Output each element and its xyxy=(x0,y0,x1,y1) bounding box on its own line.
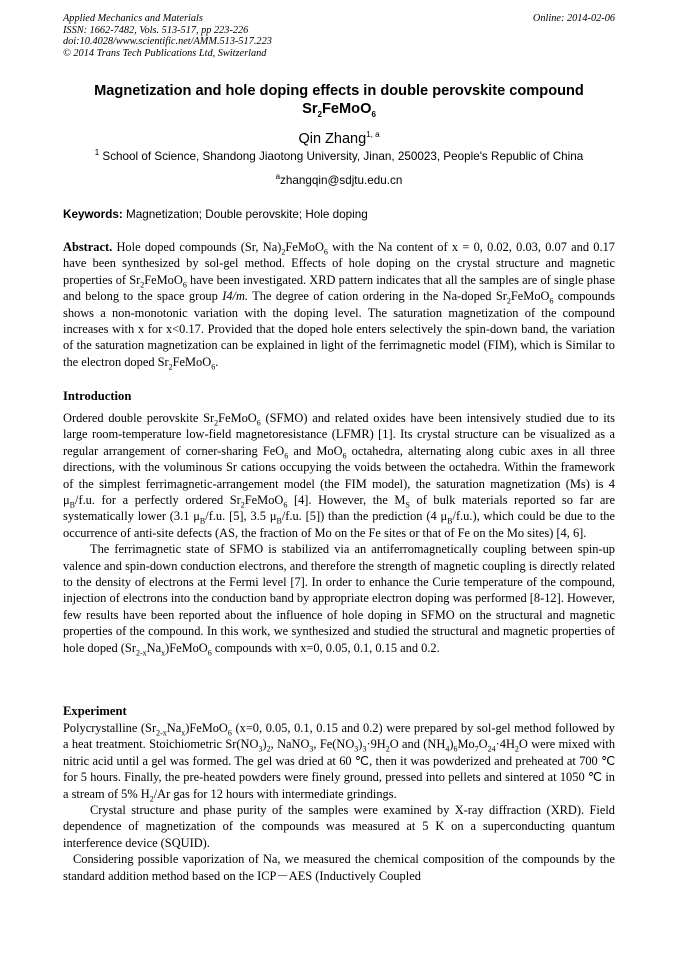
copyright-line: © 2014 Trans Tech Publications Ltd, Switzerland xyxy=(63,47,267,59)
experiment-heading: Experiment xyxy=(63,704,127,718)
keywords-text: Magnetization; Double perovskite; Hole doping xyxy=(122,208,368,221)
abstract-label: Abstract. xyxy=(63,240,113,254)
doi-line: doi:10.4028/www.scientific.net/AMM.513-517.223 xyxy=(63,36,272,48)
affiliation-mark: 1 xyxy=(94,148,100,158)
abstract-paragraph: Abstract. Hole doped compounds (Sr, $Na)_2FeMoO_6$ with the Na content of x = 0, 0.02, 0.03, 0.07 and 0.17 have been synthesized by sol-gel method. Effects of hole doping on the crystal structure and magnetic properties of $Sr_2FeMoO_6$ have been investigated. XRD pattern indicates that all the samples are of single phase and belong to the space group I4/m. The degree of cation ordering in the Na-doped $Sr_2FeMoO_6$ compounds shows a non-monotonic variation with the doping level. The saturation magnetization of the compound increases with x for x<0.17. Provided that the doped hole enters selectively the spin-down band, the variation of the saturation magnetization can be explained in light of the ferrimagnetic model (FIM), which is Similar to the electron doped $Sr_2FeMoO_6$. xyxy=(63,240,615,372)
affiliation xyxy=(0,150,678,163)
title-line-1: Magnetization and hole doping effects in double perovskite compound xyxy=(94,83,584,99)
journal-header xyxy=(63,13,272,59)
exp-paragraph-3: Considering possible vaporization of Na, we measured the chemical composition of the compounds by the standard addition method based on the ICP－AES (Inductively Coupled xyxy=(63,852,615,883)
author-line xyxy=(0,131,678,147)
online-date: Online: 2014-02-06 xyxy=(532,13,615,24)
exp-paragraph-1: Polycrystalline $(Sr_{2-x}Na_x)FeMoO_6$ (x=0, 0.05, 0.1, 0.15 and 0.2) were prepared by sol-gel method followed by a heat treatment. Stoichiometric $Sr(NO_3)_2$, NaNO$_3$, $Fe(NO_3)_3\cdot 9H_2O$ and $(NH_4)_6Mo_7O_{24}\cdot 4H_2O$ were mixed with nitric acid until a gel was formed. The gel was dried at 60 ℃, then it was powderized and preheated at 700 ℃ for 5 hours. Finally, the pre-heated powders were finely ground, pressed into pellets and sintered at 1050 ℃ in a stream of 5% $H_2/Ar$ gas for 12 hours with intermediate grindings. xyxy=(63,721,616,804)
email-address[interactable]: zhangqin@sdjtu.edu.cn xyxy=(280,174,403,187)
keywords xyxy=(63,208,368,221)
intro-paragraph-1: Ordered double perovskite $Sr_2FeMoO_6$ (SFMO) and related oxides have been intensively studied due to its large room-temperature low-field magnetoresistance (LFMR) [1]. Its crystal structure can be visualized as a regular arrangement of corner-sharing FeO$_6$ and MoO$_6$ octahedra, alternating along cubic axes in all three directions, with the voluminous Sr cations occupying the voids between the octahedra. Within the framework of the simplest ferrimagnetic-arrangement model (the FIM model), the saturation magnetization (Ms) is 4 $\mu_B/f.u$. for a perfectly ordered $Sr_2FeMoO_6$ [4]. However, the $M_S$ of bulk materials reported so far are systematically lower (3.1 $\mu_B/f.u$. [5], 3.5 $\mu_B/f.u$. [5]) than the prediction (4 $\mu_B/f.u$.), which could be due to the occurrence of anti-site defects (AS, the fraction of Mo on the Fe sites or that of Fe on the Mo sites) [4, 6]. xyxy=(63,411,616,540)
keywords-label: Keywords: xyxy=(63,208,123,221)
journal-name: Applied Mechanics and Materials xyxy=(63,13,203,24)
paper-title xyxy=(40,82,638,118)
introduction-body xyxy=(63,410,615,656)
email-mark: a xyxy=(275,172,281,182)
experiment-body xyxy=(63,720,615,884)
space-group: I4/m. xyxy=(222,289,249,304)
affiliation-text: School of Science, Shandong Jiaotong University, Jinan, 250023, People's Republic of China xyxy=(99,150,584,163)
exp-paragraph-2: Crystal structure and phase purity of the samples were examined by X-ray diffraction (XRD). Field dependence of magnetization of the compounds was measured at 5 K on a superconducting quantum interference device (SQUID). xyxy=(63,803,615,850)
introduction-heading: Introduction xyxy=(63,389,132,403)
author-email xyxy=(0,174,678,187)
author-name: Qin Zhang xyxy=(298,131,367,147)
issn-line: ISSN: 1662-7482, Vols. 513-517, pp 223-226 xyxy=(63,24,249,36)
title-formula: $Sr_2FeMoO_6$ xyxy=(302,101,376,119)
author-marks: 1, a xyxy=(366,130,380,140)
intro-paragraph-2: The ferrimagnetic state of SFMO is stabilized via an antiferromagnetically coupling between spin-up valence and spin-down conduction electrons, and therefore the strength of magnetic coupling is directly related to the density of electrons at the Fermi level [7]. In order to enhance the Curie temperature of the compound, injection of electrons into the conduction band by appropriate electron doping was performed [8-12]. However, few results have been reported about the influence of hole doping in SFMO on the structural and magnetic properties of the compound. In this work, we synthesized and studied the structural and magnetic properties of hole doped $(Sr_{2-x}Na_x)FeMoO_6$ compounds with x=0, 0.05, 0.1, 0.15 and 0.2. xyxy=(63,542,615,658)
